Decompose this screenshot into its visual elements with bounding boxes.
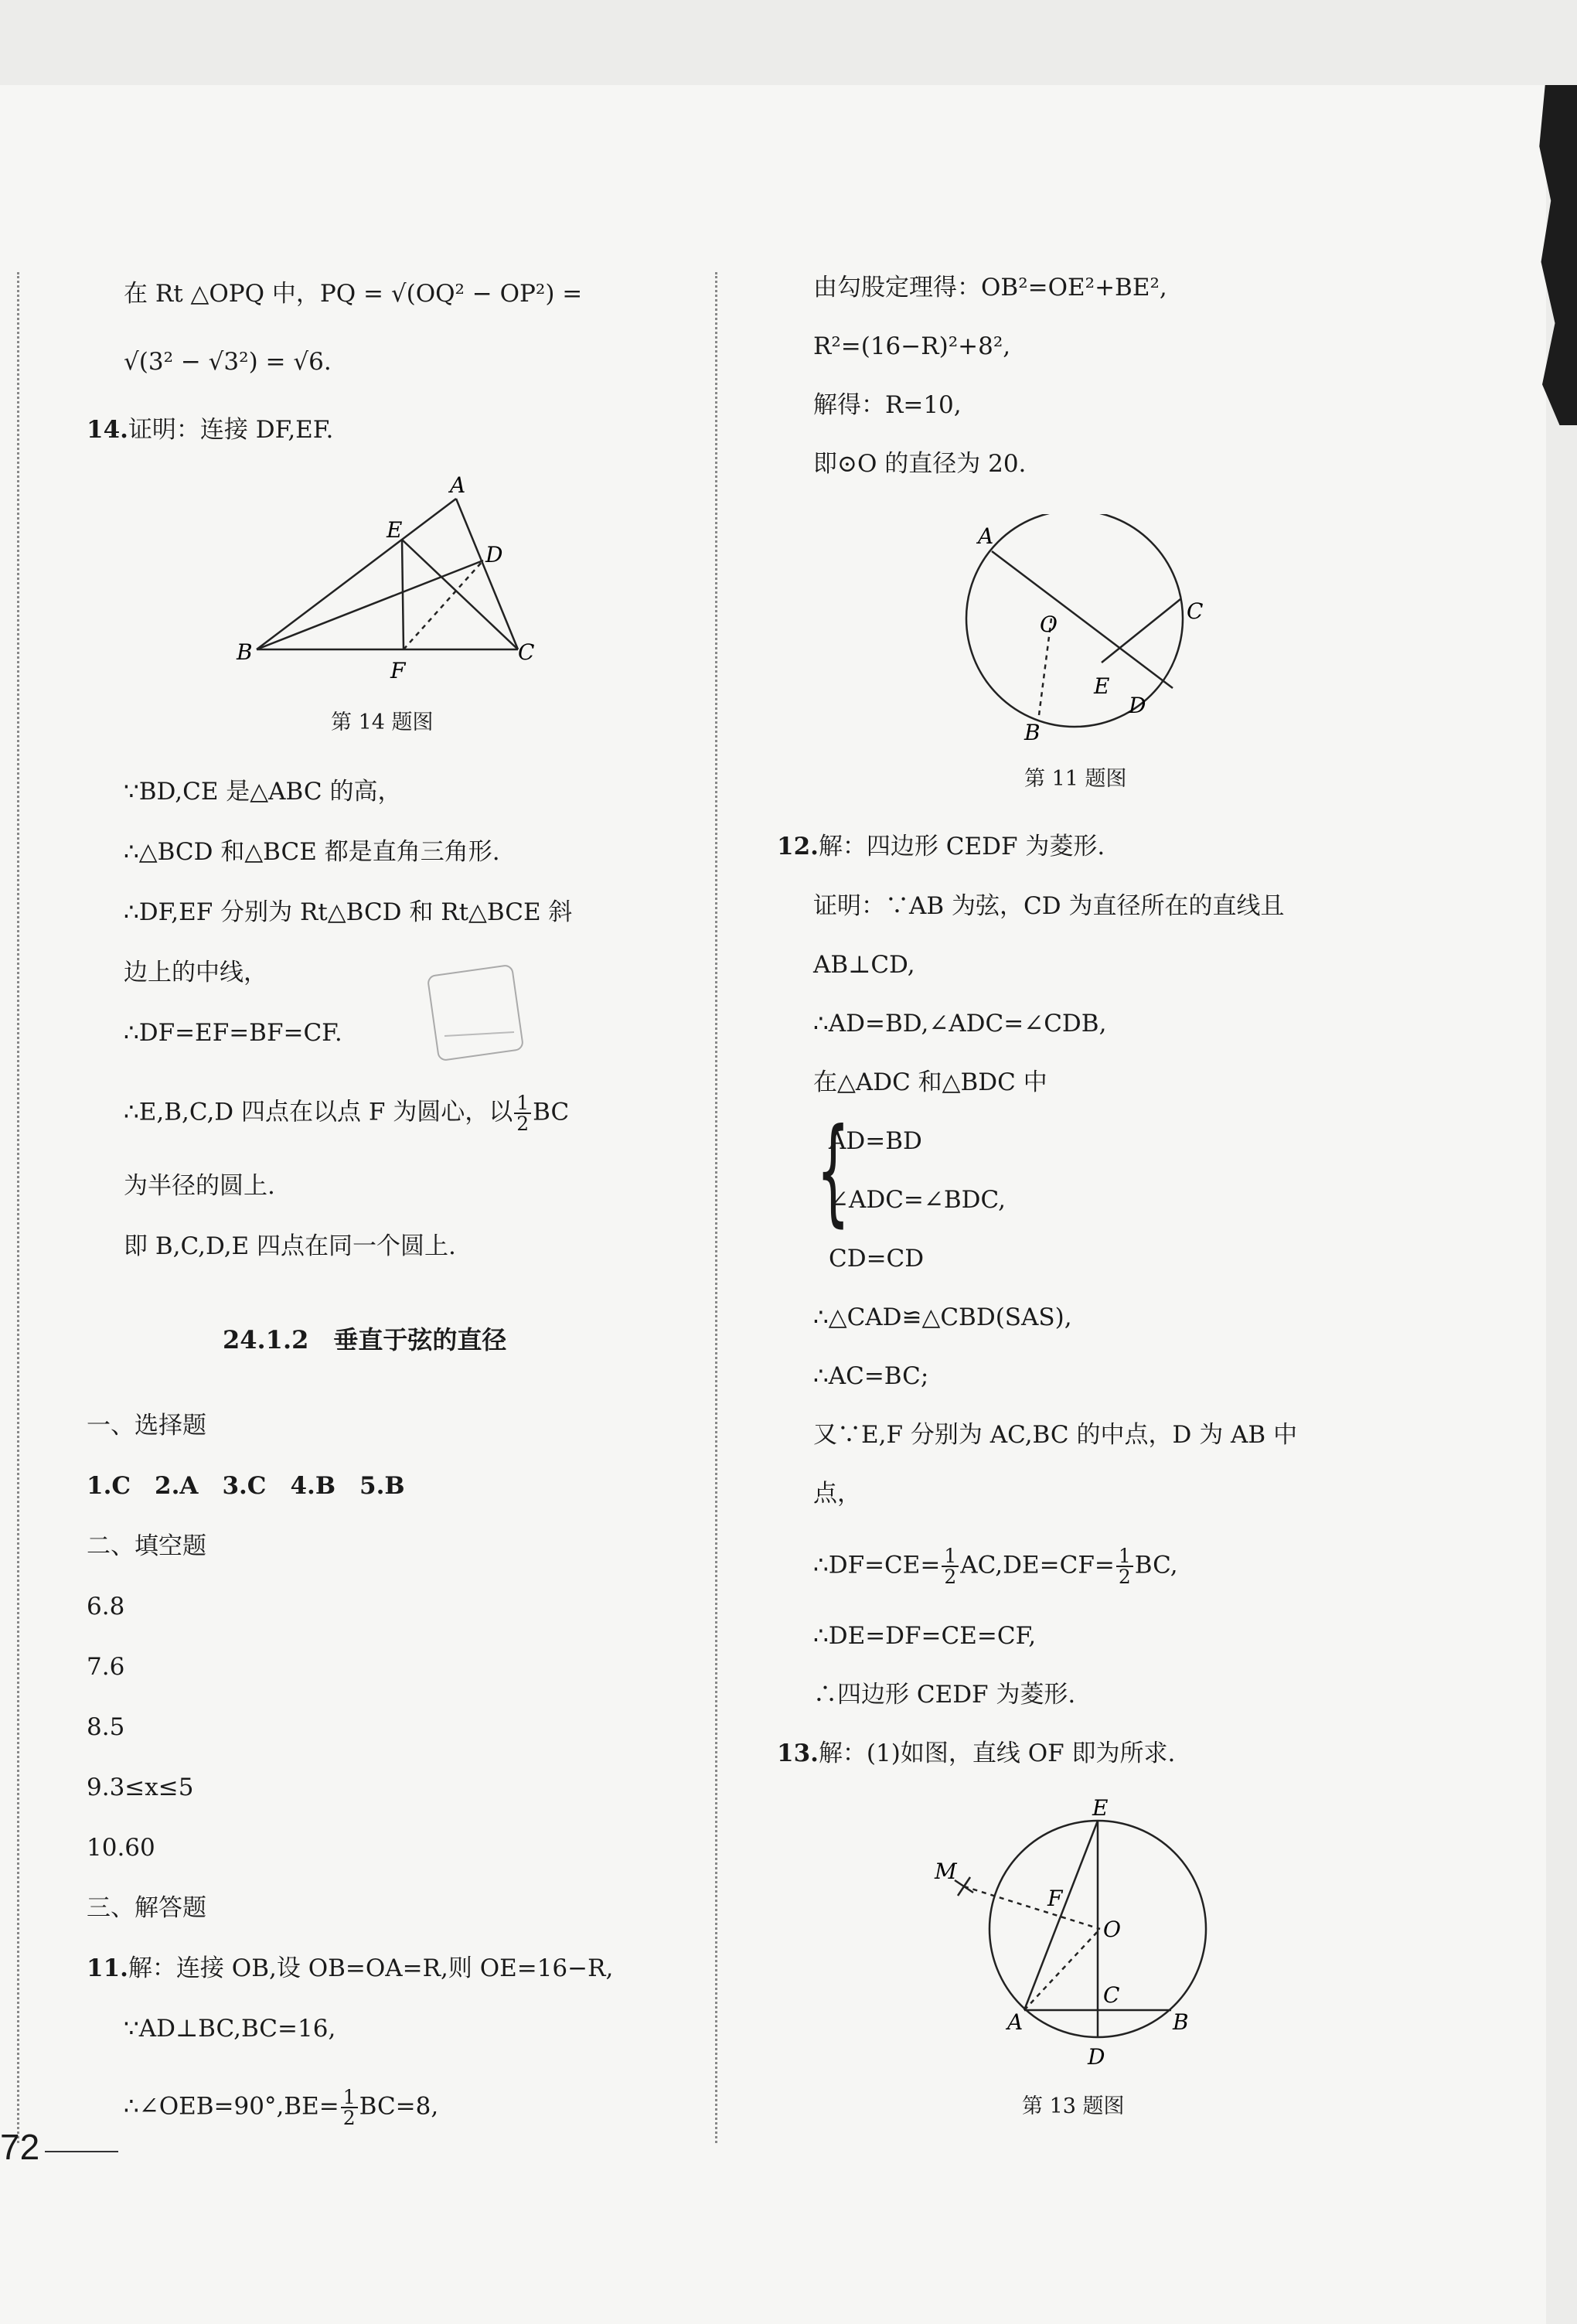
- q12-heading: [777, 831, 1105, 862]
- q11-text: 解：连接 OB,设 OB=OA=R,则 OE=16−R,: [128, 1954, 614, 1982]
- fig11-label-a: A: [978, 523, 994, 549]
- right-line-2: R²=(16−R)²+8²,: [813, 332, 1011, 360]
- right-line-14: ∴DE=DF=CE=CF,: [813, 1622, 1037, 1650]
- section-heading: 24.1.2 垂直于弦的直径: [223, 1325, 507, 1355]
- system-line-1: AD=BD: [829, 1127, 922, 1155]
- fraction-numerator: 1: [341, 2087, 358, 2108]
- fig14-label-c: C: [518, 639, 535, 665]
- left-line-12: [124, 2087, 438, 2128]
- q12-text: 解：四边形 CEDF 为菱形.: [818, 833, 1105, 860]
- page-number: 72: [0, 2127, 40, 2167]
- q14-text: 证明：连接 DF,EF.: [128, 416, 334, 444]
- left-line-7: ∴DF=EF=BF=CF.: [124, 1019, 342, 1047]
- left-margin-rule: [17, 272, 19, 2143]
- right-line-4: 即⊙O 的直径为 20.: [813, 450, 1027, 478]
- left-line-11: ∵AD⊥BC,BC=16,: [124, 2015, 336, 2043]
- heading-choice: 一、选择题: [87, 1412, 206, 1440]
- left-line-9: 为半径的圆上.: [124, 1172, 275, 1200]
- fig14-label-e: E: [387, 517, 403, 543]
- fig11-label-o: O: [1040, 612, 1058, 637]
- answers-choice: 1.C 2.A 3.C 4.B 5.B: [87, 1472, 405, 1500]
- q11-heading: [87, 1953, 613, 1984]
- right-line-13c: BC,: [1134, 1551, 1178, 1579]
- fig11-label-e: E: [1094, 673, 1110, 699]
- left-line-8: [124, 1093, 569, 1133]
- q14-number: 14.: [87, 416, 128, 444]
- right-line-11: 又∵E,F 分别为 AC,BC 的中点，D 为 AB 中: [813, 1421, 1298, 1449]
- system-brace: {: [816, 1104, 850, 1239]
- q11-number: 11.: [87, 1954, 128, 1982]
- fraction-half: [514, 1093, 531, 1133]
- figure-13: [924, 1794, 1248, 2080]
- right-line-3: 解得：R=10,: [813, 391, 962, 419]
- fig11-label-d: D: [1129, 693, 1146, 718]
- watermark-stamp: [421, 959, 537, 1075]
- fig13-label-e: E: [1092, 1795, 1109, 1821]
- right-line-13b: AC,DE=CF=: [960, 1551, 1115, 1579]
- answer-7: 7.6: [87, 1653, 125, 1681]
- right-line-9: ∴△CAD≌△CBD(SAS),: [813, 1303, 1072, 1331]
- fraction-denominator: 2: [342, 2107, 356, 2129]
- right-line-6: AB⊥CD,: [813, 951, 915, 979]
- fig14-label-f: F: [390, 658, 406, 683]
- fraction-denominator: 2: [516, 1113, 530, 1135]
- answer-6: 6.8: [87, 1593, 125, 1620]
- fraction-half: [341, 2087, 358, 2128]
- right-line-8: 在△ADC 和△BDC 中: [813, 1068, 1047, 1096]
- right-line-7: ∴AD=BD,∠ADC=∠CDB,: [813, 1010, 1107, 1038]
- left-line-12a: ∴∠OEB=90°,BE=: [124, 2092, 339, 2121]
- figure-14: [232, 475, 541, 684]
- fraction-half: [1116, 1546, 1133, 1586]
- left-line-8b: BC: [533, 1098, 570, 1126]
- q14-heading: [87, 414, 333, 445]
- system-line-3: CD=CD: [829, 1245, 925, 1273]
- system-line-2: ∠ADC=∠BDC,: [829, 1186, 1006, 1214]
- fig13-label-c: C: [1103, 1982, 1120, 2008]
- right-line-1: 由勾股定理得：OB²=OE²+BE²,: [813, 274, 1167, 302]
- fig13-label-m: M: [935, 1859, 957, 1884]
- fig11-label-b: B: [1024, 720, 1041, 745]
- left-line-2: √(3² − √3²) = √6.: [124, 348, 332, 376]
- right-line-13: [813, 1546, 1178, 1586]
- left-line-6: 边上的中线，: [124, 959, 267, 987]
- left-line-3: ∵BD,CE 是△ABC 的高，: [124, 778, 402, 806]
- q12-number: 12.: [777, 833, 819, 860]
- right-line-5: 证明：∵AB 为弦，CD 为直径所在的直线且: [813, 892, 1285, 920]
- answer-8: 8.5: [87, 1713, 125, 1741]
- left-line-12b: BC=8,: [359, 2092, 439, 2121]
- heading-fill: 二、填空题: [87, 1532, 206, 1560]
- fraction-numerator: 1: [942, 1546, 959, 1567]
- fig14-label-d: D: [485, 542, 503, 567]
- answer-9: 9.3≤x≤5: [87, 1774, 194, 1801]
- column-divider: [715, 272, 717, 2143]
- fig13-label-d: D: [1088, 2044, 1105, 2070]
- figure-14-caption: 第 14 题图: [331, 710, 434, 734]
- right-line-15: ∴四边形 CEDF 为菱形.: [813, 1681, 1076, 1709]
- q13-text: 解：(1)如图，直线 OF 即为所求.: [818, 1740, 1176, 1767]
- left-line-8a: ∴E,B,C,D 四点在以点 F 为圆心，以: [124, 1098, 513, 1126]
- page-number-rule: [45, 2151, 118, 2152]
- fraction-denominator: 2: [1118, 1566, 1131, 1588]
- answer-10: 10.60: [87, 1834, 155, 1862]
- heading-solve: 三、解答题: [87, 1894, 206, 1922]
- fig13-label-a: A: [1007, 2009, 1024, 2035]
- fig14-label-a: A: [450, 475, 466, 498]
- left-line-10: 即 B,C,D,E 四点在同一个圆上.: [124, 1232, 456, 1260]
- right-line-13a: ∴DF=CE=: [813, 1551, 941, 1579]
- fraction-half: [942, 1546, 959, 1586]
- right-line-12: 点，: [813, 1480, 861, 1508]
- right-line-10: ∴AC=BC;: [813, 1362, 929, 1390]
- left-line-5: ∴DF,EF 分别为 Rt△BCD 和 Rt△BCE 斜: [124, 898, 573, 926]
- fraction-denominator: 2: [944, 1566, 957, 1588]
- fig13-label-f: F: [1047, 1886, 1063, 1911]
- left-line-1: 在 Rt △OPQ 中，PQ = √(OQ² − OP²) =: [124, 280, 583, 308]
- fig13-label-o: O: [1103, 1917, 1121, 1942]
- fraction-numerator: 1: [1116, 1546, 1133, 1567]
- q13-number: 13.: [777, 1740, 819, 1767]
- fig13-label-b: B: [1173, 2009, 1189, 2035]
- figure-13-caption: 第 13 题图: [1022, 2094, 1125, 2118]
- left-line-4: ∴△BCD 和△BCE 都是直角三角形.: [124, 838, 500, 866]
- fraction-numerator: 1: [514, 1093, 531, 1114]
- figure-11-caption: 第 11 题图: [1024, 767, 1127, 791]
- fig11-label-c: C: [1187, 598, 1204, 624]
- q13-heading: [777, 1738, 1175, 1769]
- fig14-label-b: B: [237, 639, 253, 665]
- figure-11: [955, 514, 1210, 750]
